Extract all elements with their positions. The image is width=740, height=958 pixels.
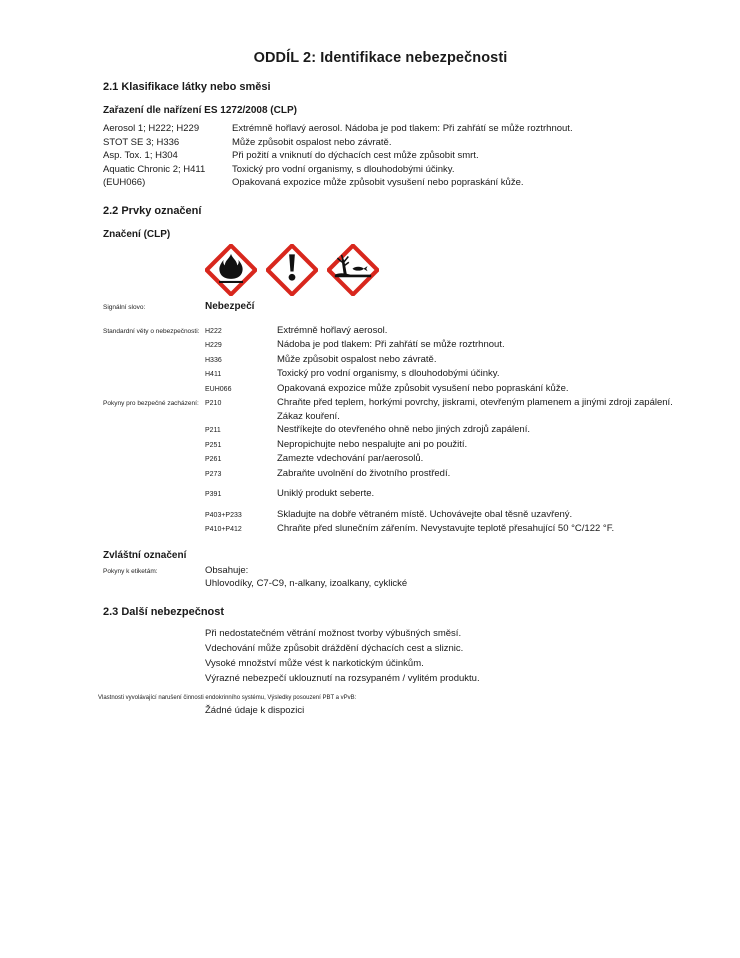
hazard-class-text: Extrémně hořlavý aerosol. Nádoba je pod tlakem: Při zahřátí se může roztrhnout.: [232, 123, 573, 134]
precautionary-statement-row: [103, 467, 678, 482]
classification-subheading: Zařazení dle nařízení ES 1272/2008 (CLP): [103, 105, 297, 116]
section-2-1-heading: 2.1 Klasifikace látky nebo směsi: [103, 81, 271, 93]
flame-pictogram-icon: [205, 244, 257, 296]
other-hazard-line: Vdechování může způsobit dráždění dýchacích cest a sliznic.: [205, 642, 464, 654]
contains-text: Obsahuje:: [205, 564, 249, 576]
h-statement: Nádoba je pod tlakem: Při zahřátí se může roztrhnout.: [277, 339, 505, 350]
p-code: P261: [205, 456, 222, 463]
label-instructions-label: Pokyny k etiketám:: [103, 567, 158, 575]
p-code: P410+P412: [205, 526, 242, 533]
hazard-statement-row: [103, 324, 678, 339]
p-statement: Nestříkejte do otevřeného ohně nebo jiných zdrojů zapálení.: [277, 424, 530, 435]
precautionary-statement-row: [103, 487, 678, 502]
hazard-class: Asp. Tox. 1; H304: [103, 150, 178, 161]
h-code: H222: [205, 327, 222, 335]
precautionary-statement-row: [103, 423, 678, 438]
page-title: ODDÍL 2: Identifikace nebezpečnosti: [253, 50, 508, 66]
contains-substances: Uhlovodíky, C7-C9, n-alkany, izoalkany, cyklické: [205, 578, 408, 589]
classification-row: [103, 136, 678, 150]
hazard-statement-row: [103, 382, 678, 397]
h-code: H229: [205, 342, 222, 349]
hazard-class-text: Opakovaná expozice může způsobit vysušení nebo popraskání kůže.: [232, 177, 524, 188]
label-instructions-row: [103, 577, 678, 591]
hazard-class: (EUH066): [103, 177, 146, 188]
hazard-class-text: Toxický pro vodní organismy, s dlouhodobými účinky.: [232, 163, 455, 175]
hazard-statements: [103, 324, 678, 397]
other-hazard-line: Výrazné nebezpečí uklouznutí na rozsypaném / vylitém produktu.: [205, 672, 480, 684]
hazard-statements-label: Standardní věty o nebezpečnosti:: [103, 327, 200, 335]
environment-pictogram-icon: [327, 244, 379, 296]
h-code: H336: [205, 356, 222, 364]
classification-row: [103, 163, 678, 177]
precautionary-statement-row: [103, 508, 678, 523]
hazard-class-text: Při požití a vniknutí do dýchacích cest může způsobit smrt.: [232, 150, 479, 161]
other-hazards-text: [205, 626, 678, 686]
pbt-endocrine-label: Vlastnosti vyvolávající narušení činnosti endokrinního systému, Výsledky posouzení PBT a vPvB:: [98, 694, 357, 701]
p-statement: Chraňte před slunečním zářením. Nevystavujte teplotě přesahující 50 °C/122 °F.: [277, 523, 615, 534]
p-statement: Chraňte před teplem, horkými povrchy, jiskrami, otevřeným plamenem a jinými zdroji zapálení. Zákaz kouření.: [277, 397, 673, 422]
h-statement: Toxický pro vodní organismy, s dlouhodobými účinky.: [277, 368, 500, 379]
h-statement: Extrémně hořlavý aerosol.: [277, 324, 388, 336]
hazard-statement-row: [103, 367, 678, 382]
precautionary-statements: [103, 396, 678, 537]
hazard-statement-row: [103, 353, 678, 368]
h-code: EUH066: [205, 385, 232, 393]
h-statement: Opakovaná expozice může způsobit vysušení nebo popraskání kůže.: [277, 382, 569, 394]
p-code: P403+P233: [205, 511, 242, 519]
precautionary-statement-row: [103, 522, 678, 537]
other-hazard-line: Vysoké množství může vést k narkotickým účinkům.: [205, 657, 424, 669]
classification-row: [103, 122, 678, 136]
p-code: P273: [205, 470, 222, 478]
hazard-class: Aerosol 1; H222; H229: [103, 123, 200, 134]
precautionary-statement-row: [103, 396, 678, 423]
hazard-class: Aquatic Chronic 2; H411: [103, 163, 206, 175]
p-code: P251: [205, 441, 222, 449]
signal-word-row: [103, 300, 678, 313]
signal-word: Nebezpečí: [205, 300, 255, 312]
ghs-pictograms: [205, 244, 678, 296]
p-statement: Zamezte vdechování par/aerosolů.: [277, 453, 424, 464]
hazard-statement-row: [103, 338, 678, 353]
classification-row: [103, 176, 678, 190]
exclamation-mark-pictogram-icon: [266, 244, 318, 296]
precautionary-statement-row: [103, 438, 678, 453]
signal-word-label: Signální slovo:: [103, 303, 146, 311]
p-statement: Zabraňte uvolnění do životního prostředí.: [277, 467, 451, 479]
p-statement: Uniklý produkt seberte.: [277, 488, 375, 499]
section-2-3-heading: 2.3 Další nebezpečnost: [103, 605, 225, 618]
hazard-class-text: Může způsobit ospalost nebo závratě.: [232, 136, 392, 148]
h-code: H411: [205, 371, 222, 378]
pbt-endocrine-value: Žádné údaje k dispozici: [205, 704, 305, 716]
p-statement: Nepropichujte nebo nespalujte ani po použití.: [277, 438, 468, 450]
precautionary-statement-row: [103, 452, 678, 467]
h-statement: Může způsobit ospalost nebo závratě.: [277, 353, 437, 365]
p-statement: Skladujte na dobře větraném místě. Uchovávejte obal těsně uzavřený.: [277, 508, 573, 520]
special-labelling-heading: Zvláštní označení: [103, 549, 187, 561]
precautionary-statements-label: Pokyny pro bezpečné zacházení:: [103, 400, 199, 407]
labelling-subheading: Značení (CLP): [103, 228, 171, 240]
label-instructions-row: [103, 564, 678, 578]
other-hazard-line: Při nedostatečném větrání možnost tvorby výbušných směsí.: [205, 627, 462, 639]
classification-row: [103, 149, 678, 163]
p-code: P391: [205, 491, 222, 498]
classification-table: [103, 122, 678, 190]
section-2-2-heading: 2.2 Prvky označení: [103, 204, 202, 217]
p-code: P211: [205, 427, 221, 434]
hazard-class: STOT SE 3; H336: [103, 136, 180, 148]
p-code: P210: [205, 400, 222, 407]
